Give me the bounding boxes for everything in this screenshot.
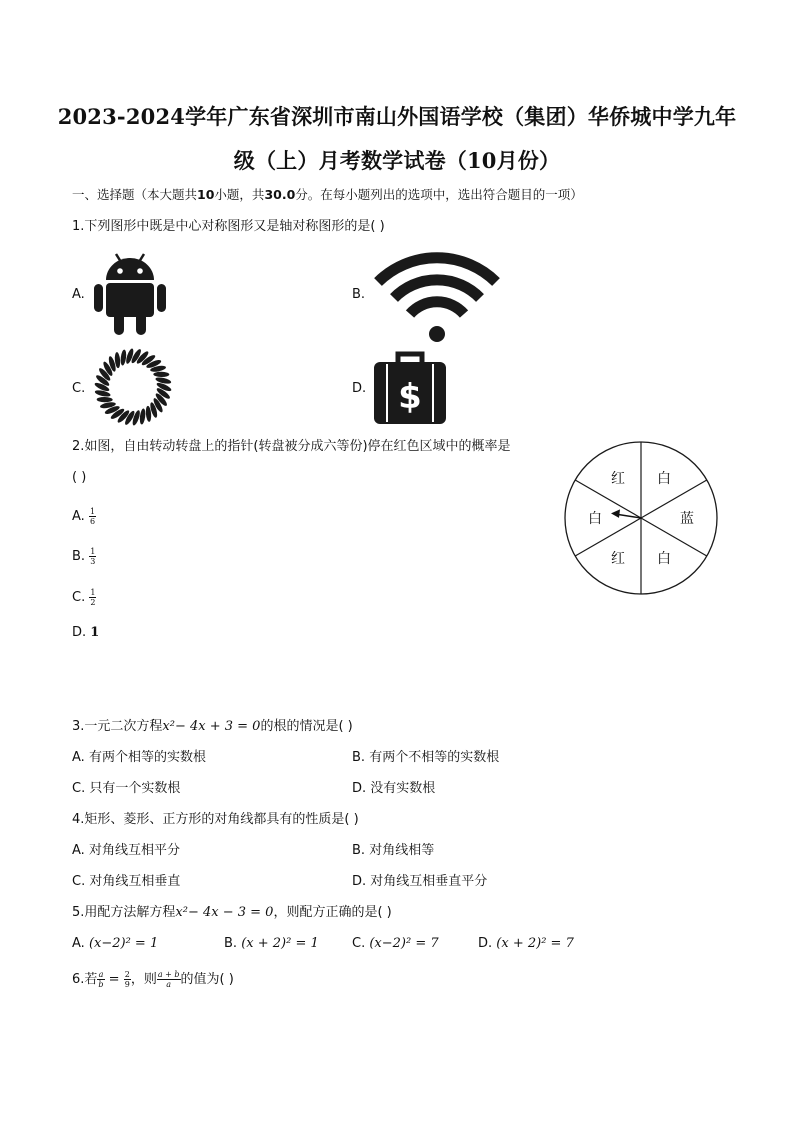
section-header — [72, 186, 583, 204]
spinner-diagram — [563, 440, 719, 596]
q5-option-a: A. (x−2)² = 1 — [72, 936, 159, 951]
q1-option-b-label: B. — [352, 287, 366, 302]
q3-option-b: B. 有两个不相等的实数根 — [352, 750, 500, 765]
sunburst-petal — [153, 372, 169, 377]
q2-option-a-label: A. — [72, 509, 85, 524]
q6-fraction-sum-over-a: $\frac{a + b}{a}$ — [157, 970, 180, 989]
section-count: 10 — [197, 187, 215, 202]
section-score: 30.0 — [264, 187, 296, 202]
q6-mid: ，则 — [130, 972, 157, 987]
q2-option-a-fraction: $\frac{1}{6}$ — [89, 507, 96, 526]
q5-prefix: 5.用配方法解方程 — [72, 905, 176, 920]
q2-option-c-fraction: $\frac{1}{2}$ — [90, 588, 96, 607]
q6-fraction-a-over-b: $\frac{a}{b}$ — [98, 970, 104, 989]
q3-suffix: 的根的情况是( ) — [260, 719, 353, 734]
q1-stem: 1.下列图形中既是中心对称图形又是轴对称图形的是( ) — [72, 219, 385, 234]
q3-equation: x²− 4x + 3 = 0 — [162, 719, 261, 734]
q3-prefix: 3.一元二次方程 — [72, 719, 163, 734]
sunburst-ring-icon — [92, 346, 174, 428]
q2-option-d — [72, 624, 99, 642]
q5-option-c: C. (x−2)² = 7 — [352, 936, 439, 951]
q2-option-b-fraction: $\frac{1}{3}$ — [90, 547, 96, 566]
svg-text:$: $ — [398, 377, 422, 417]
sunburst-petal — [139, 408, 146, 425]
q3-option-d: D. 没有实数根 — [352, 781, 436, 796]
q2-option-b — [72, 547, 96, 566]
q2-option-c-label: C. — [72, 590, 86, 605]
dollar-briefcase-icon — [374, 350, 446, 424]
q5-stem — [72, 904, 392, 922]
section-prefix: 一、选择题（本大题共 — [72, 187, 198, 202]
q4-stem: 4.矩形、菱形、正方形的对角线都具有的性质是( ) — [72, 812, 359, 827]
section-mid: 小题，共 — [214, 187, 265, 202]
sunburst-petal — [120, 349, 127, 366]
q2-option-a — [72, 507, 96, 526]
q6-suffix: 的值为( ) — [180, 972, 234, 987]
q4-option-c: C. 对角线互相垂直 — [72, 874, 181, 889]
spinner-sector-label: 白 — [657, 471, 671, 488]
q3-option-a: A. 有两个相等的实数根 — [72, 750, 206, 765]
spinner-sector-label: 蓝 — [680, 511, 694, 527]
q1-option-a-label: A. — [72, 287, 85, 302]
q3-option-c: C. 只有一个实数根 — [72, 781, 181, 796]
q4-option-a: A. 对角线互相平分 — [72, 843, 180, 858]
q5-option-b: B. (x + 2)² = 1 — [224, 936, 319, 951]
q5-suffix: ，则配方正确的是( ) — [273, 905, 392, 920]
q4-option-b: B. 对角线相等 — [352, 843, 435, 858]
exam-title-line-1: 2023-2024学年广东省深圳市南山外国语学校（集团）华侨城中学九年 — [57, 104, 737, 129]
wifi-icon — [372, 246, 502, 342]
q5-option-d: D. (x + 2)² = 7 — [478, 936, 574, 951]
q5-equation: x²− 4x − 3 = 0 — [175, 905, 274, 920]
q1-option-c-label: C. — [72, 381, 86, 396]
q2-stem: 2.如图，自由转动转盘上的指针(转盘被分成六等份)停在红色区域中的概率是 — [72, 439, 511, 454]
exam-title-line-2: 级（上）月考数学试卷（10月份） — [233, 148, 561, 173]
q6-equals: = — [108, 972, 120, 987]
q6-stem — [72, 970, 234, 989]
q6-fraction-2-over-9: $\frac{2}{9}$ — [124, 970, 130, 989]
spinner-sector-label: 白 — [588, 511, 602, 527]
q2-option-d-value: 1 — [90, 625, 100, 640]
q2-paren: ( ) — [72, 470, 87, 485]
spinner-sector-label: 红 — [611, 550, 625, 567]
android-icon — [94, 250, 166, 336]
section-suffix: 分。在每小题列出的选项中，选出符合题目的一项） — [295, 187, 583, 202]
spinner-sector-label: 白 — [657, 550, 671, 567]
sunburst-petal — [97, 397, 113, 402]
q2-option-c — [72, 588, 96, 607]
q4-option-d: D. 对角线互相垂直平分 — [352, 874, 488, 889]
spinner-sector-label: 红 — [611, 471, 625, 488]
q2-option-d-label: D. — [72, 625, 87, 640]
q2-option-b-label: B. — [72, 549, 86, 564]
q1-option-d-label: D. — [352, 381, 367, 396]
q6-prefix: 6.若 — [72, 972, 98, 987]
q3-stem — [72, 718, 353, 736]
